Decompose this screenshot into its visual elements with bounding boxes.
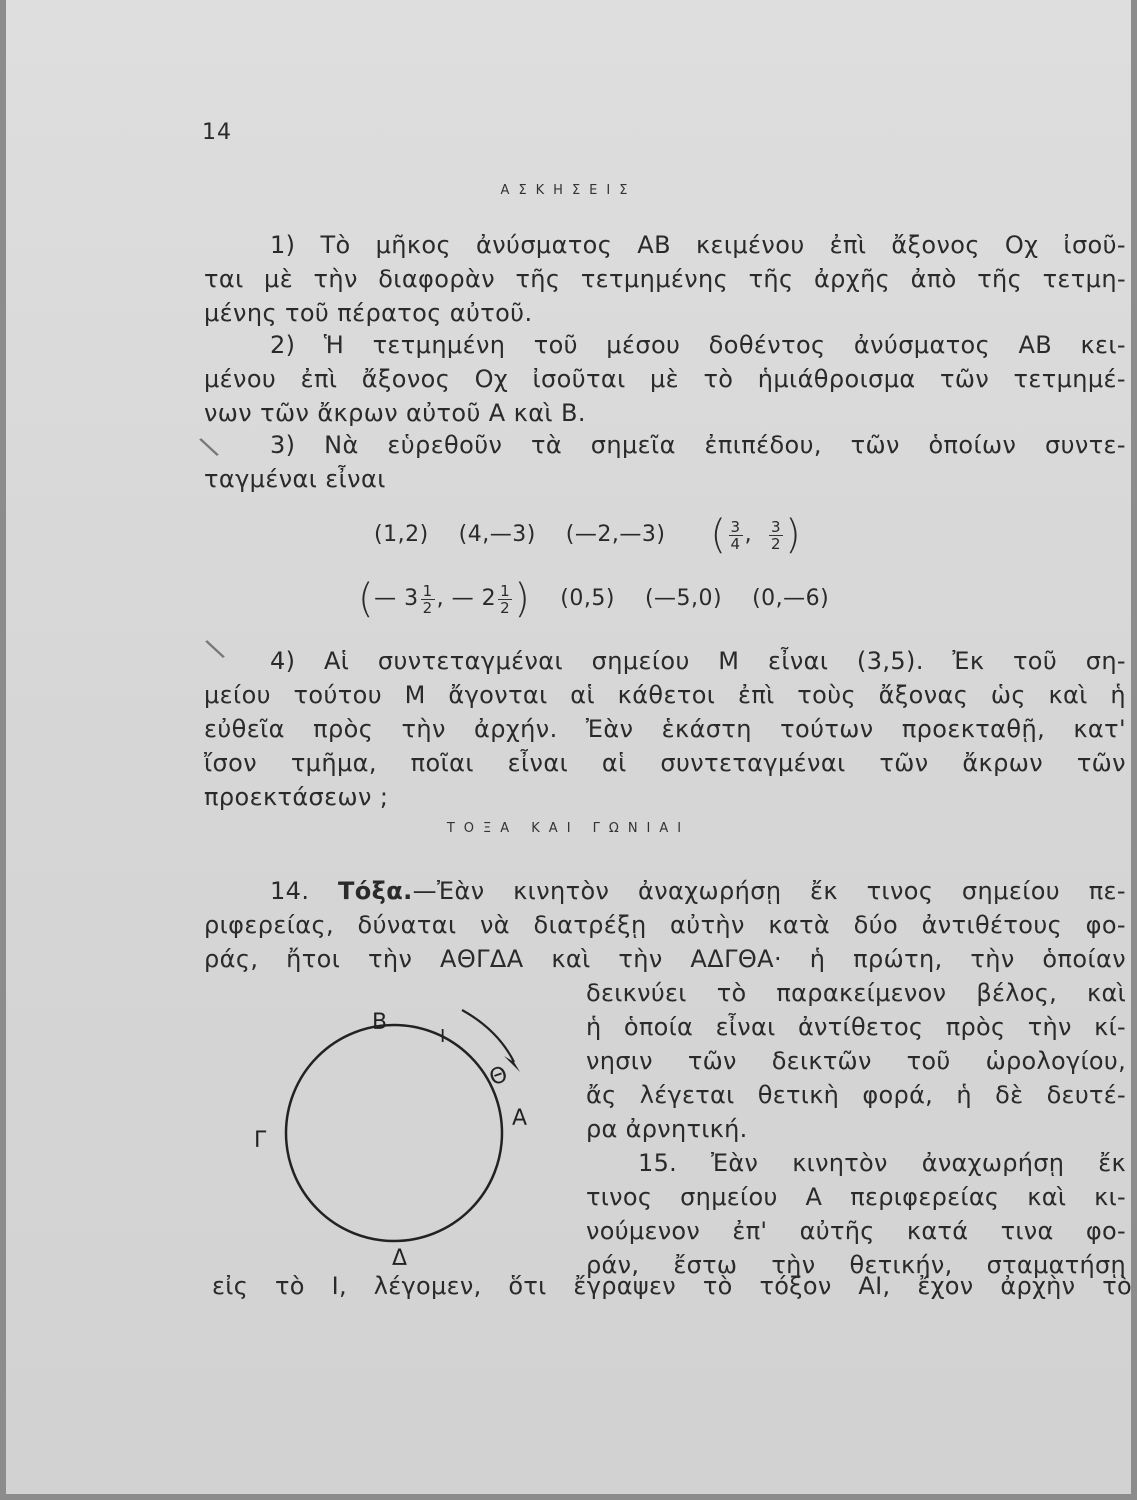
exercise-2 <box>204 328 1126 430</box>
text-line: 15. Ἐὰν κινητὸν ἀναχωρήσῃ ἔκ <box>638 1149 1126 1177</box>
text-line: νούμενον ἐπ' αὐτῆς κατά τινα φο- <box>586 1217 1126 1245</box>
article-heading: Τόξα. <box>337 877 413 905</box>
section-title-arcs-angles: ΤΟΞΑ ΚΑΙ ΓΩΝΙΑΙ <box>446 821 691 836</box>
direction-arrow-icon <box>462 1010 514 1062</box>
exercise-3 <box>204 428 1126 496</box>
book-page <box>6 0 1131 1494</box>
text-line: εὐθεῖα πρὸς τὴν ἀρχήν. Ἐὰν ἑκάστη τούτων προεκταθῇ, κατ' <box>204 715 1126 743</box>
text-line: ρα ἀρνητική. <box>586 1115 748 1143</box>
exercise-4 <box>204 644 1126 814</box>
text-line: 3) Νὰ εὑρεθοῦν τὰ σημεῖα ἐπιπέδου, τῶν ὁποίων συντε- <box>270 431 1126 459</box>
fraction: $\frac{1}{2}$ <box>500 581 511 617</box>
text-line: τινος σημείου Α περιφερείας καὶ κι- <box>586 1183 1126 1211</box>
fraction: $\frac{3}{4}$ <box>730 517 741 553</box>
coordinate-point: (0,—6) <box>752 586 830 611</box>
page-number: 14 <box>202 120 232 145</box>
text-line: ἴσον τμῆμα, ποῖαι εἶναι αἱ συντεταγμέναι τῶν ἄκρων τῶν <box>204 749 1126 777</box>
coordinates-row-1: (1,2) (4,—3) (—2,—3) ( $\frac{3}{4}$ , $\frac{3}{2}$ ) <box>374 512 802 558</box>
circle-icon <box>286 1025 502 1241</box>
text-line: μένου ἐπὶ ἄξονος Οχ ἰσοῦται μὲ τὸ ἡμιάθροισμα τῶν τετμημέ- <box>204 365 1126 393</box>
text-line: 14. Τόξα.—Ἐὰν κινητὸν ἀναχωρήσῃ ἔκ τινος σημείου πε- <box>270 877 1126 905</box>
text-line: δεικνύει τὸ παρακείμενον βέλος, καὶ <box>586 979 1126 1007</box>
text-line: νων τῶν ἄκρων αὐτοῦ Α καὶ Β. <box>204 399 586 427</box>
label-b: Β <box>372 1010 388 1035</box>
text-line: 2) Ἡ τετμημένη τοῦ μέσου δοθέντος ἀνύσματος ΑΒ κει- <box>270 331 1126 359</box>
text-line: μένης τοῦ πέρατος αὐτοῦ. <box>204 299 533 327</box>
label-theta: Θ <box>486 1061 512 1092</box>
pencil-mark-icon: \ <box>196 429 222 464</box>
text-line: ράς, ἤτοι τὴν ΑΘΓΔΑ καὶ τὴν ΑΔΓΘΑ· ἡ πρώτη, τὴν ὁποίαν <box>204 945 1126 973</box>
article-14-continued <box>586 976 1126 1146</box>
coordinate-point: (—5,0) <box>644 586 723 611</box>
coordinate-point: (4,—3) <box>458 522 536 547</box>
text-line: εἰς τὸ Ι, λέγομεν, ὅτι ἔγραψεν τὸ τόξον ΑΙ, ἔχον ἀρχὴν τὸ <box>212 1272 1132 1300</box>
text-line: ται μὲ τὴν διαφορὰν τῆς τετμημένης τῆς ἀρχῆς ἀπὸ τῆς τετμη- <box>204 265 1126 293</box>
text-line: ράν, ἔστω τὴν θετικήν, σταματήσῃ <box>586 1251 1126 1279</box>
text-line: ἄς λέγεται θετικὴ φορά, ἡ δὲ δευτέ- <box>586 1081 1126 1109</box>
text-line: μείου τούτου Μ ἄγονται αἱ κάθετοι ἐπὶ τοὺς ἄξονας ὡς καὶ ἡ <box>204 681 1126 709</box>
coordinate-point: (1,2) <box>374 522 429 547</box>
text-line: ἡ ὁποία εἶναι ἀντίθετος πρὸς τὴν κί- <box>586 1013 1126 1041</box>
label-i: Ι <box>440 1026 446 1047</box>
fraction: $\frac{3}{2}$ <box>771 517 782 553</box>
text-line: 1) Τὸ μῆκος ἀνύσματος ΑΒ κειμένου ἐπὶ ἄξονος Οχ ἰσοῦ- <box>270 231 1126 259</box>
label-gamma: Γ <box>254 1128 267 1153</box>
text-line: ριφερείας, δύναται νὰ διατρέξῃ αὐτὴν κατὰ δύο ἀντιθέτους φο- <box>204 911 1126 939</box>
coordinate-point: (0,5) <box>560 586 615 611</box>
coordinates-row-2: (— 3 $\frac{1}{2}$ , — 2 $\frac{1}{2}$ ) (0,5) (—5,0) (0,—6) <box>358 576 830 622</box>
text-line: νησιν τῶν δεικτῶν τοῦ ὡρολογίου, <box>586 1047 1126 1075</box>
exercises-title: ΑΣΚΗΣΕΙΣ <box>500 183 637 198</box>
text-line: προεκτάσεων ; <box>204 783 389 811</box>
label-delta: Δ <box>392 1246 408 1271</box>
exercise-1 <box>204 228 1126 330</box>
pencil-mark-icon: \ <box>202 631 228 666</box>
text-line: 4) Αἱ συντεταγμέναι σημείου Μ εἶναι (3,5). Ἐκ τοῦ ση- <box>270 647 1126 675</box>
circle-figure <box>236 990 556 1270</box>
text-line: ταγμέναι εἶναι <box>204 465 386 493</box>
article-14 <box>204 874 1126 976</box>
article-15 <box>586 1146 1126 1282</box>
label-a: Α <box>512 1106 528 1131</box>
coordinate-point: (—2,—3) <box>565 522 666 547</box>
fraction: $\frac{1}{2}$ <box>422 581 433 617</box>
